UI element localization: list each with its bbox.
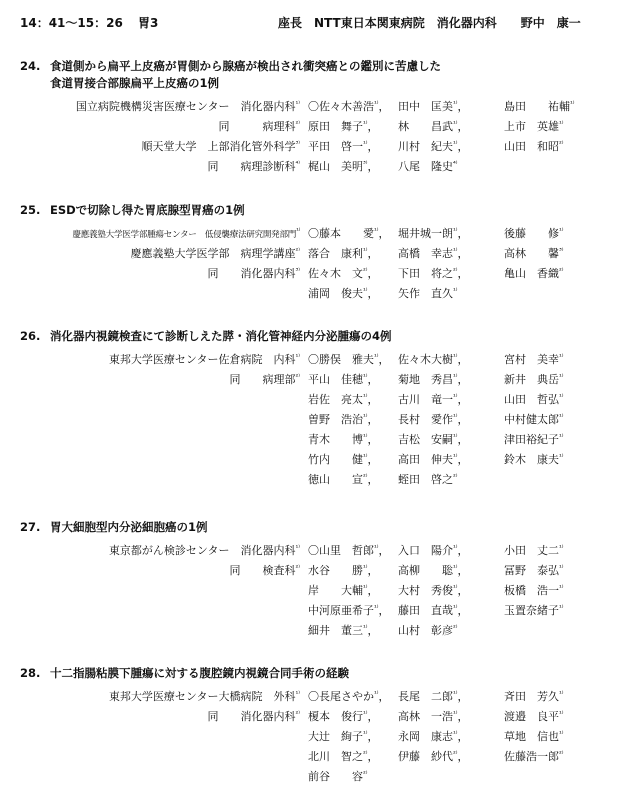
author-name: 高田 伸夫$^{^{1)}}$， bbox=[398, 453, 469, 466]
author-name: 玉置奈緒子$^{^{1)}}$ bbox=[504, 604, 564, 617]
author-name: 高林 一浩$^{^{1)}}$， bbox=[398, 710, 469, 723]
author-name: 高林 馨$^{^{3)}}$ bbox=[504, 247, 564, 260]
author-row bbox=[0, 348, 635, 367]
author-name: 川村 紀夫$^{^{1)}}$， bbox=[398, 140, 469, 153]
author-name: 高橋 幸志$^{^{1)}}$， bbox=[398, 247, 469, 260]
author-name: 新井 典岳$^{^{1)}}$ bbox=[504, 373, 564, 386]
author-row bbox=[0, 448, 635, 467]
abstract-title bbox=[20, 328, 392, 345]
abstract-title-line: 胃大細胞型内分泌細胞癌の1例 bbox=[50, 520, 208, 534]
abstract-number: 27. bbox=[20, 520, 41, 534]
author-name: 亀山 香織$^{^{2)}}$ bbox=[504, 267, 564, 280]
author-name: 蛭田 啓之$^{^{2)}}$ bbox=[398, 473, 458, 486]
author-name: 草地 信也$^{^{1)}}$ bbox=[504, 730, 564, 743]
author-name: 冨野 泰弘$^{^{1)}}$ bbox=[504, 564, 564, 577]
author-row bbox=[0, 408, 635, 427]
author-row bbox=[0, 115, 635, 134]
author-name: 吉松 安嗣$^{^{1)}}$， bbox=[398, 433, 469, 446]
author-row bbox=[0, 705, 635, 724]
author-name: 八尾 隆史$^{^{4)}}$ bbox=[398, 160, 458, 173]
author-name: 小田 丈二$^{^{1)}}$ bbox=[504, 544, 564, 557]
author-name: 中河原亜希子$^{^{1)}}$， bbox=[308, 604, 390, 617]
author-name: 津田裕紀子$^{^{1)}}$ bbox=[504, 433, 564, 446]
author-row bbox=[0, 368, 635, 387]
session-chair: 座長 NTT東日本関東病院 消化器内科 野中 康一 bbox=[278, 16, 581, 30]
affiliation: 同 消化器内科$^{^{3)}}$ bbox=[207, 267, 300, 280]
author-name: 佐々木大樹$^{^{1)}}$， bbox=[398, 353, 469, 366]
author-name: 後藤 修$^{^{1)}}$ bbox=[504, 227, 564, 240]
author-row bbox=[0, 579, 635, 598]
author-name: 堀井城一朗$^{^{1)}}$， bbox=[398, 227, 469, 240]
abstract-title bbox=[20, 202, 245, 219]
author-name: 〇佐々木善浩$^{^{1)}}$， bbox=[308, 100, 390, 113]
author-row bbox=[0, 242, 635, 261]
author-row bbox=[0, 539, 635, 558]
author-row bbox=[0, 222, 635, 241]
abstract-number: 24. bbox=[20, 59, 41, 73]
affiliation: 同 病理科$^{^{2)}}$ bbox=[218, 120, 300, 133]
author-name: 落合 康利$^{^{1)}}$， bbox=[308, 247, 379, 260]
author-name: 岩佐 亮太$^{^{1)}}$， bbox=[308, 393, 379, 406]
author-name: 山田 和昭$^{^{2)}}$ bbox=[504, 140, 564, 153]
author-name: 〇山里 哲郎$^{^{1)}}$， bbox=[308, 544, 390, 557]
author-name: 竹内 健$^{^{1)}}$， bbox=[308, 453, 379, 466]
affiliation: 国立病院機構災害医療センター 消化器内科$^{^{1)}}$ bbox=[75, 100, 300, 113]
author-name: 梶山 美明$^{^{3)}}$， bbox=[308, 160, 379, 173]
affiliation: 同 検査科$^{^{2)}}$ bbox=[229, 564, 300, 577]
author-name: 〇長尾さやか$^{^{1)}}$， bbox=[308, 690, 390, 703]
abstract-title-line: 消化器内視鏡検査にて診断しえた膵・消化管神経内分泌腫瘍の4例 bbox=[50, 329, 392, 343]
author-row bbox=[0, 428, 635, 447]
author-name: 曽野 浩治$^{^{1)}}$， bbox=[308, 413, 379, 426]
author-name: 大村 秀俊$^{^{1)}}$， bbox=[398, 584, 469, 597]
author-name: 島田 祐輔$^{^{1)}}$ bbox=[504, 100, 575, 113]
author-name: 北川 智之$^{^{2)}}$， bbox=[308, 750, 379, 763]
affiliation: 同 病理部$^{^{2)}}$ bbox=[229, 373, 300, 386]
author-row bbox=[0, 599, 635, 618]
author-name: 長尾 二郎$^{^{1)}}$， bbox=[398, 690, 469, 703]
affiliation: 同 病理診断科$^{^{4)}}$ bbox=[207, 160, 300, 173]
author-row bbox=[0, 388, 635, 407]
author-name: 永岡 康志$^{^{1)}}$， bbox=[398, 730, 469, 743]
author-name: 山田 哲弘$^{^{1)}}$ bbox=[504, 393, 564, 406]
author-name: 中村健太郎$^{^{1)}}$ bbox=[504, 413, 564, 426]
session-name: 胃3 bbox=[138, 16, 159, 30]
abstract-title-line: 十二指腸粘膜下腫瘍に対する腹腔鏡内視鏡合同手術の経験 bbox=[50, 666, 349, 680]
affiliation: 東邦大学医療センター大橋病院 外科$^{^{1)}}$ bbox=[108, 690, 300, 703]
author-name: 平山 佳穂$^{^{1)}}$， bbox=[308, 373, 379, 386]
author-row bbox=[0, 559, 635, 578]
author-name: 〇勝俣 雅夫$^{^{1)}}$， bbox=[308, 353, 390, 366]
author-name: 平田 啓一$^{^{1)}}$， bbox=[308, 140, 379, 153]
author-name: 伊藤 紗代$^{^{2)}}$， bbox=[398, 750, 469, 763]
author-name: 上市 英雄$^{^{1)}}$ bbox=[504, 120, 564, 133]
author-row bbox=[0, 725, 635, 744]
author-name: 長村 愛作$^{^{1)}}$， bbox=[398, 413, 469, 426]
author-name: 浦岡 俊夫$^{^{1)}}$， bbox=[308, 287, 379, 300]
author-row bbox=[0, 685, 635, 704]
author-name: 山村 彰彦$^{^{2)}}$ bbox=[398, 624, 458, 637]
author-name: 佐藤浩一郎$^{^{2)}}$ bbox=[504, 750, 564, 763]
author-name: 青木 博$^{^{1)}}$， bbox=[308, 433, 379, 446]
author-name: 板橋 浩一$^{^{1)}}$ bbox=[504, 584, 564, 597]
abstract-title-line: 食道側から扁平上皮癌が胃側から腺癌が検出され衝突癌との鑑別に苦慮した bbox=[50, 59, 441, 73]
session-header bbox=[20, 14, 620, 32]
author-row bbox=[0, 619, 635, 638]
author-row bbox=[0, 262, 635, 281]
author-row bbox=[0, 468, 635, 487]
abstract-title bbox=[20, 58, 441, 92]
author-row bbox=[0, 95, 635, 114]
author-name: 入口 陽介$^{^{1)}}$， bbox=[398, 544, 469, 557]
author-name: 藤田 直哉$^{^{1)}}$， bbox=[398, 604, 469, 617]
author-name: 田中 匡美$^{^{1)}}$， bbox=[398, 100, 469, 113]
author-name: 岸 大輔$^{^{1)}}$， bbox=[308, 584, 379, 597]
author-row bbox=[0, 135, 635, 154]
author-name: 水谷 勝$^{^{1)}}$， bbox=[308, 564, 379, 577]
affiliation: 東邦大学医療センター佐倉病院 内科$^{^{1)}}$ bbox=[108, 353, 300, 366]
author-name: 渡邉 良平$^{^{1)}}$ bbox=[504, 710, 564, 723]
abstract-title-line: ESDで切除し得た胃底腺型胃癌の1例 bbox=[50, 203, 245, 217]
author-name: 前谷 容$^{^{2)}}$ bbox=[308, 770, 368, 783]
author-name: 古川 竜一$^{^{1)}}$， bbox=[398, 393, 469, 406]
author-row bbox=[0, 745, 635, 764]
author-name: 林 昌武$^{^{1)}}$， bbox=[398, 120, 469, 133]
abstract-title bbox=[20, 665, 349, 682]
affiliation: 東京都がん検診センター 消化器内科$^{^{1)}}$ bbox=[108, 544, 300, 557]
author-name: 下田 将之$^{^{2)}}$， bbox=[398, 267, 469, 280]
author-name: 佐々木 文$^{^{2)}}$， bbox=[308, 267, 379, 280]
abstract-title-line: 食道胃接合部腺扁平上皮癌の1例 bbox=[50, 76, 219, 90]
author-name: 大辻 絢子$^{^{1)}}$， bbox=[308, 730, 379, 743]
author-name: 高柳 聡$^{^{1)}}$， bbox=[398, 564, 469, 577]
author-row bbox=[0, 765, 635, 784]
author-name: 菊地 秀昌$^{^{1)}}$， bbox=[398, 373, 469, 386]
author-row bbox=[0, 155, 635, 174]
session-time: 14：41〜15：26 bbox=[20, 16, 123, 30]
abstract-title bbox=[20, 519, 208, 536]
abstract-number: 25. bbox=[20, 203, 41, 217]
abstract-number: 28. bbox=[20, 666, 41, 680]
affiliation: 順天堂大学 上部消化管外科学$^{^{3)}}$ bbox=[141, 140, 300, 153]
affiliation: 慶應義塾大学医学部 病理学講座$^{^{2)}}$ bbox=[130, 247, 300, 260]
author-row bbox=[0, 282, 635, 301]
author-name: 細井 董三$^{^{1)}}$， bbox=[308, 624, 379, 637]
author-name: 〇藤本 愛$^{^{1)}}$， bbox=[308, 227, 390, 240]
author-name: 宮村 美幸$^{^{1)}}$ bbox=[504, 353, 564, 366]
author-name: 鈴木 康夫$^{^{1)}}$ bbox=[504, 453, 564, 466]
affiliation: 慶應義塾大学医学部腫瘍センター 低侵襲療法研究開発部門$^{^{1)}}$ bbox=[72, 227, 300, 240]
author-name: 徳山 宣$^{^{2)}}$， bbox=[308, 473, 379, 486]
author-name: 矢作 直久$^{^{1)}}$ bbox=[398, 287, 458, 300]
author-name: 斉田 芳久$^{^{1)}}$ bbox=[504, 690, 564, 703]
author-name: 榎本 俊行$^{^{1)}}$， bbox=[308, 710, 379, 723]
abstract-number: 26. bbox=[20, 329, 41, 343]
author-name: 原田 舞子$^{^{1)}}$， bbox=[308, 120, 379, 133]
affiliation: 同 消化器内科$^{^{2)}}$ bbox=[207, 710, 300, 723]
